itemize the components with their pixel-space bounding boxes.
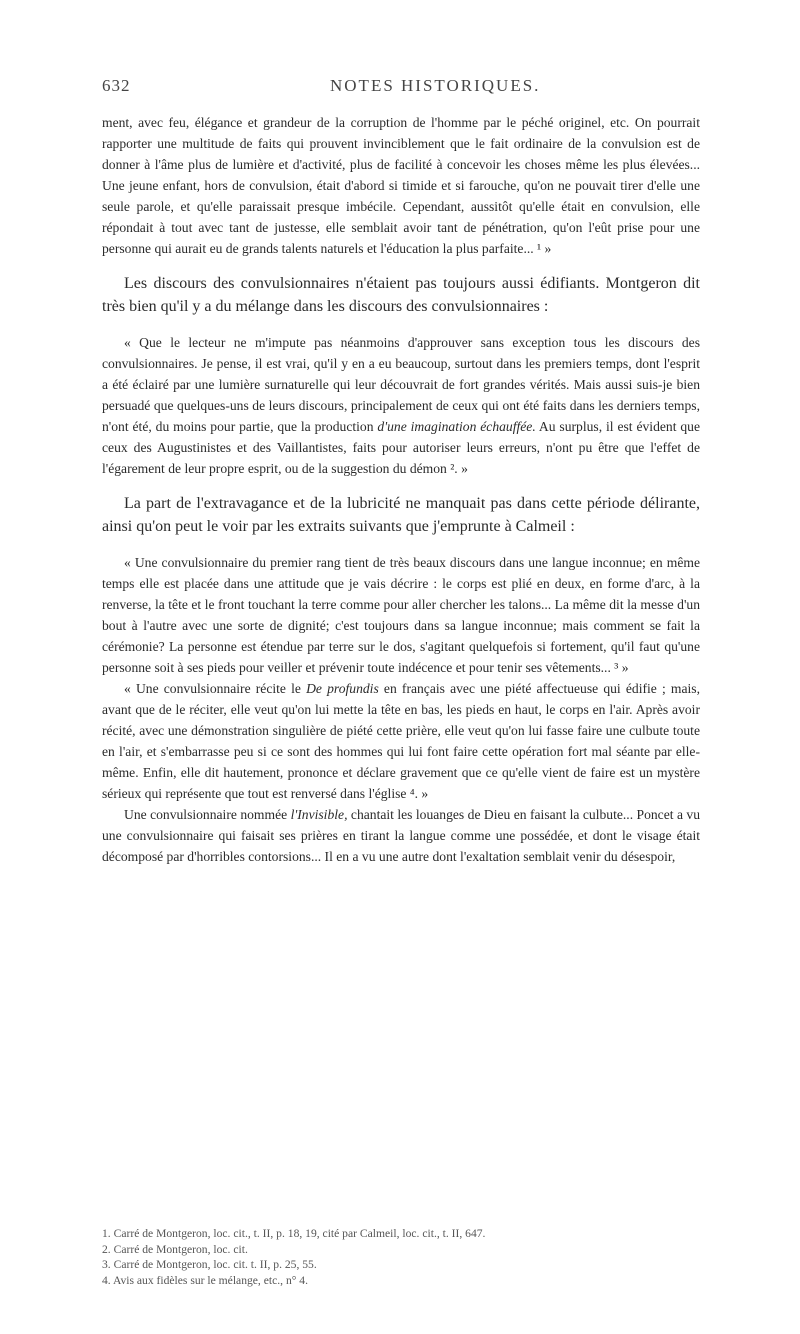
quote-text-rest: Au surplus, il est évident que ceux des Augustinistes et des Vaillantistes, faits pour autoriser leurs erreurs, n'ont pu être que l'effet de l'égarement de leur propre esprit, ou de la suggestion du démon ². » [102,419,701,476]
quote-italic: d'une imagination échauffée. [377,419,536,434]
paragraph-calmeil-quote-1: « Une convulsionnaire du premier rang tient de très beaux discours dans une langue inconnue; en même temps elle est placée dans une attitude que je vais décrire : le corps est plié en deux, en forme d'arc, à la renverse, la tête et le front touchant la terre comme pour aller chercher les talons... La même dit la messe d'un bout à l'autre avec une sorte de dignité; c'est toujours dans sa langue inconnue; mais comment se fait la cérémonie? La personne est étendue par terre sur le dos, s'agitant quelquefois si fortement, qu'il faut qu'une personne soit à ses pieds pour veiller et prévenir toute indécence et pour tenir ses vêtements... ³ » [102,555,700,675]
quote-text-rest: en français avec une piété affectueuse qui édifie ; mais, avant que de le réciter, elle veut qu'on lui mette la tête en bas, les pieds en haut, le corps en l'air. Après avoir récité, avec une démonstration singulière de piété cette prière, elle veut qu'on lui fasse faire une culbute toute en l'air, et s'embarrasse peu si ce sont des hommes qui lui font faire cette opération fort mal séante par elle-même. Enfin, elle dit hautement, prononce et déclare gravement que ce qu'elle vient de faire est un mystère sérieux qui représente que tout est renversé dans l'église ⁴. » [102,681,700,801]
footnotes [102,1226,700,1288]
paragraph-discours: Les discours des convulsionnaires n'étaient pas toujours aussi édifiants. Montgeron dit très bien qu'il y a du mélange dans les discours des convulsionnaires : [102,275,700,315]
paragraph-montgeron-quote [102,332,700,479]
quote-text: Une convulsionnaire nommée [124,807,288,822]
paragraph-quote-continuation: ment, avec feu, élégance et grandeur de la corruption de l'homme par le péché originel, etc. On pourrait rapporter une multitude de faits qui prouvent invinciblement que le fait ordinaire de la convulsion est de donner à l'âme plus de lumière et d'activité, plus de facilité à concevoir les choses même les plus élevées... Une jeune enfant, hors de convulsion, était d'abord si timide et si farouche, qu'on ne pouvait tirer d'elle une seule parole, et qu'elle paraissait presque imbécile. Cependant, aussitôt qu'elle était en convulsion, elle répondait à tout avec tant de justesse, elle semblait avoir tant de pénétration, qu'on l'eût prise pour une personne qui aurait eu de grands talents naturels et l'éducation la plus parfaite... ¹ » [102,115,700,256]
paragraph-invisible [102,804,700,867]
footnote-3: 3. Carré de Montgeron, loc. cit. t. II, p. 25, 55. [102,1258,317,1271]
quote-text-rest: chantait les louanges de Dieu en faisant la culbute... Poncet a vu une convulsionnaire qui faisait ses prières en tirant la langue comme une possédée, et dont le visage était décomposé par d'horribles contorsions... Il en a vu une autre dont l'exaltation semblait venir du désespoir, [102,807,700,864]
quote-text: « Que le lecteur ne m'impute pas néanmoins d'approuver sans exception tous les discours des convulsionnaires. Je pense, il est vrai, qu'il y en a eu beaucoup, surtout dans les premiers temps, dont l'esprit a été éclairé par une lumière surnaturelle qui leur découvrait de fort grandes vérités. Mais aussi suis-je bien persuadé que quelques-uns de leurs discours, principalement de ceux qui ont été faits dans les derniers temps, n'ont été, du moins pour partie, que la production [102,335,700,434]
page-body [102,112,700,867]
paragraph-calmeil-quote-2 [102,678,700,804]
footnote-2: 2. Carré de Montgeron, loc. cit. [102,1242,248,1256]
quote-text: « Une convulsionnaire récite le [124,681,301,696]
quote-italic: De profundis [306,681,379,696]
page-number: 632 [102,76,131,95]
footnote-4: 4. Avis aux fidèles sur le mélange, etc., n° 4. [102,1273,308,1287]
footnote-1: 1. Carré de Montgeron, loc. cit., t. II, p. 18, 19, cité par Calmeil, loc. cit., t. II, 647. [102,1227,486,1240]
paragraph-extravagance: La part de l'extravagance et de la lubricité ne manquait pas dans cette période délirante, ainsi qu'on peut le voir par les extraits suivants que j'emprunte à Calmeil : [102,495,700,535]
running-title: NOTES HISTORIQUES. [330,76,541,95]
quote-italic: l'Invisible, [290,807,348,822]
